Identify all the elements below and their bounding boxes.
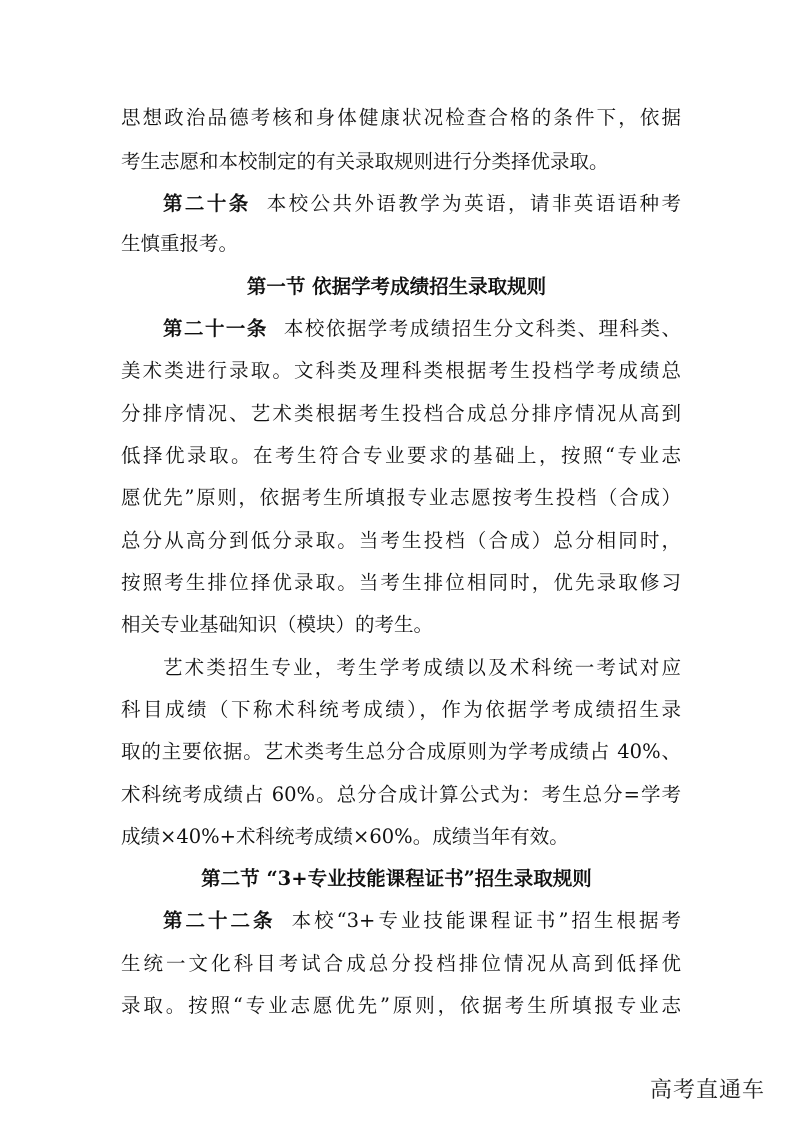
watermark-text: 高考直通车	[649, 1078, 765, 1103]
body-text-line: 成绩×40%+术科统考成绩×60%。成绩当年有效。	[121, 825, 569, 848]
body-text-line: 总分从高分到低分录取。当考生投档（合成）总分相同时，	[121, 529, 681, 552]
article-20-label: 第二十条	[163, 192, 251, 215]
article-21-first-line	[163, 315, 681, 343]
article-22-label: 第二十二条	[163, 909, 276, 932]
article-20-first-line	[163, 190, 681, 218]
body-text-line: 生统一文化科目考试合成总分投档排位情况从高到低择优	[121, 952, 681, 975]
section-2-heading: 第二节 “3+专业技能课程证书”招生录取规则	[201, 867, 592, 890]
body-text-line: 相关专业基础知识（模块）的考生。	[121, 613, 434, 636]
body-text-line: 录取。按照“专业志愿优先”原则，依据考生所填报专业志	[121, 994, 681, 1017]
body-text-line: 愿优先”原则，依据考生所填报专业志愿按考生投档（合成）	[121, 486, 681, 509]
body-text-line: 生慎重报考。	[121, 232, 239, 255]
body-text-line: 分排序情况、艺术类根据考生投档合成总分排序情况从高到	[121, 402, 681, 425]
body-text-line: 低择优录取。在考生符合专业要求的基础上，按照“专业志	[121, 444, 681, 467]
body-text-line: 思想政治品德考核和身体健康状况检查合格的条件下，依据	[121, 106, 681, 129]
body-text-line: 美术类进行录取。文科类及理科类根据考生投档学考成绩总	[121, 359, 681, 382]
body-text-line: 术科统考成绩占 60%。总分合成计算公式为：考生总分=学考	[121, 783, 681, 806]
body-text-line: 考生志愿和本校制定的有关录取规则进行分类择优录取。	[121, 150, 609, 173]
article-22-text: 本校“3+专业技能课程证书”招生根据考	[291, 909, 681, 932]
body-text-line: 按照考生排位择优录取。当考生排位相同时，优先录取修习	[121, 571, 681, 594]
body-text-line: 艺术类招生专业，考生学考成绩以及术科统一考试对应	[163, 656, 681, 679]
article-21-label: 第二十一条	[163, 317, 268, 340]
article-22-first-line	[163, 907, 681, 935]
body-text-line: 科目成绩（下称术科统考成绩），作为依据学考成绩招生录	[121, 698, 681, 721]
article-20-text: 本校公共外语教学为英语，请非英语语种考	[266, 192, 681, 215]
section-1-heading: 第一节 依据学考成绩招生录取规则	[246, 275, 547, 298]
body-text-line: 取的主要依据。艺术类考生总分合成原则为学考成绩占 40%、	[121, 740, 681, 763]
article-21-text: 本校依据学考成绩招生分文科类、理科类、	[283, 317, 681, 340]
